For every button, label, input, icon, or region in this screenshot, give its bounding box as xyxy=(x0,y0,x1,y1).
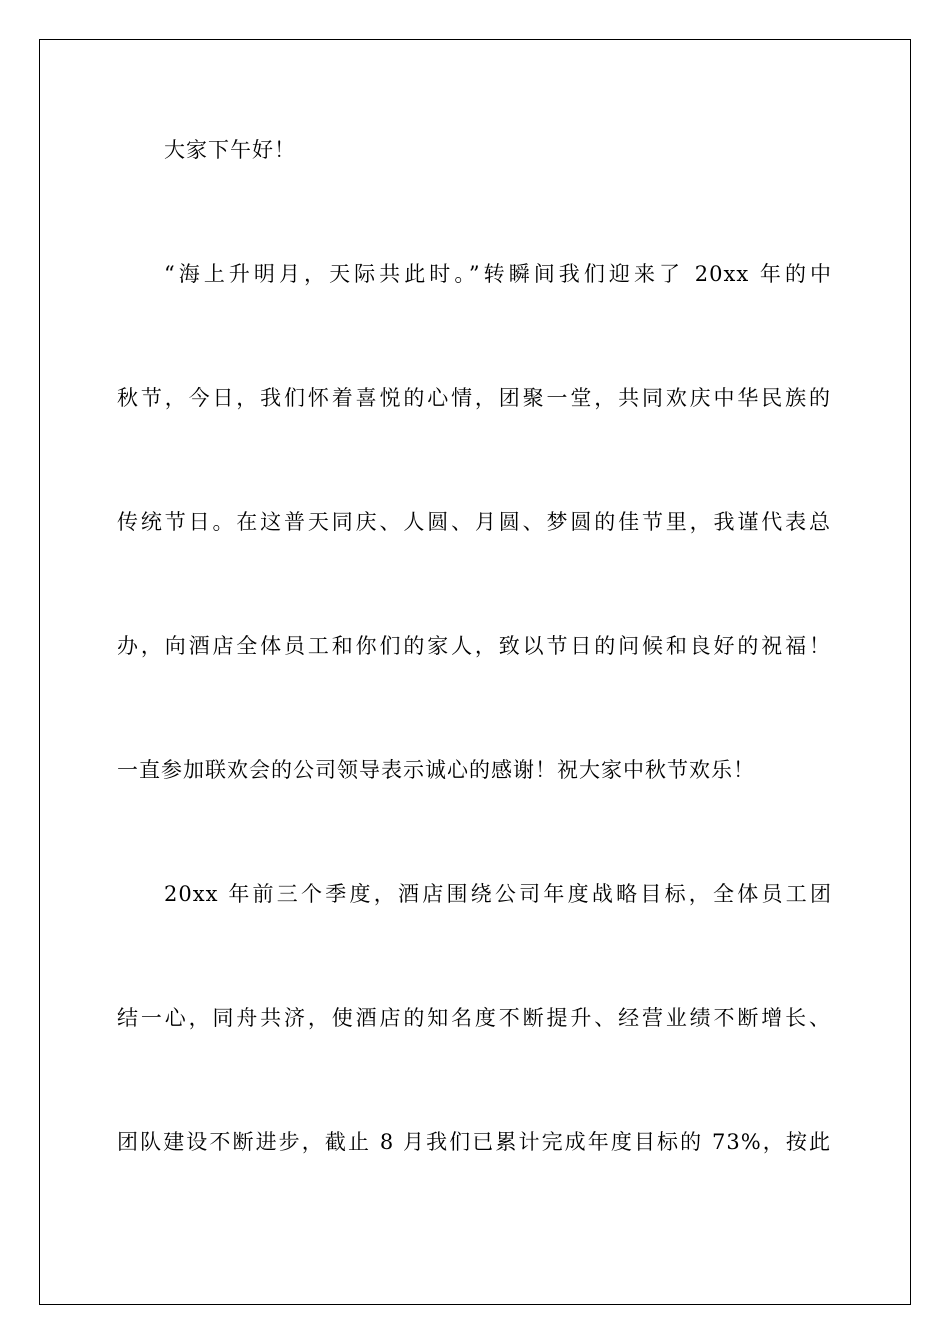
greeting-line: 大家下午好！ xyxy=(164,138,296,162)
paragraph-line: 传统节日。在这普天同庆、人圆、月圆、梦圆的佳节里，我谨代表总 xyxy=(117,510,831,534)
paragraph-line: 办，向酒店全体员工和你们的家人，致以节日的问候和良好的祝福！ xyxy=(117,634,831,658)
paragraph-line: 结一心，同舟共济，使酒店的知名度不断提升、经营业绩不断增长、 xyxy=(117,1006,831,1030)
paragraph-line: 20xx 年前三个季度，酒店围绕公司年度战略目标，全体员工团 xyxy=(164,882,832,906)
paragraph-line: 一直参加联欢会的公司领导表示诚心的感谢！祝大家中秋节欢乐！ xyxy=(117,758,755,782)
paragraph-line: 团队建设不断进步，截止 8 月我们已累计完成年度目标的 73%，按此 xyxy=(117,1130,831,1154)
page-border xyxy=(39,39,911,1305)
paragraph-line: 秋节，今日，我们怀着喜悦的心情，团聚一堂，共同欢庆中华民族的 xyxy=(117,386,831,410)
paragraph-line: “海上升明月，天际共此时。”转瞬间我们迎来了 20xx 年的中 xyxy=(164,262,832,286)
